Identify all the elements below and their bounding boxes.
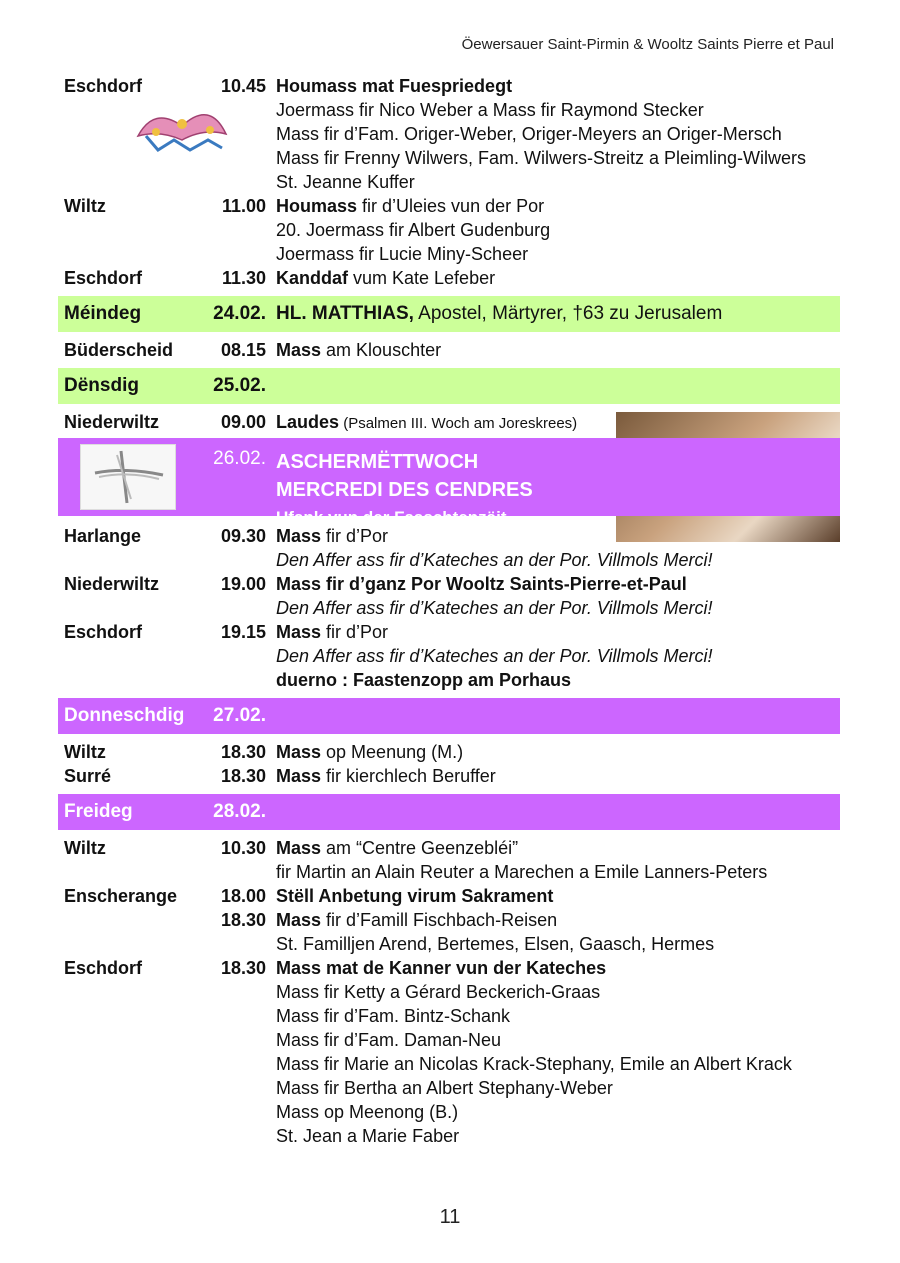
entry-place: Eschdorf	[64, 958, 143, 978]
schedule-entry	[58, 572, 840, 620]
entry-line: Mass fir Ketty a Gérard Beckerich-Graas	[276, 982, 601, 1002]
entry-time: 08.15	[220, 340, 266, 360]
schedule-entry	[58, 884, 840, 908]
entry-text: Laudes (Psalmen III. Woch am Joreskrees)	[276, 412, 578, 432]
entry-time: 11.00	[221, 196, 266, 216]
ash-subtitle: Ufank vun der Faaschtenzäit	[276, 508, 507, 527]
entry-line: Houmass fir d’Uleies vun der Por	[276, 196, 545, 216]
entry-line: Mass op Meenung (M.)	[276, 742, 464, 762]
entry-place	[58, 908, 198, 956]
entry-text	[276, 572, 840, 620]
entry-text	[276, 740, 840, 764]
day-header-freideg	[58, 794, 840, 830]
entry-line: Mass fir d’Famill Fischbach-Reisen	[276, 910, 558, 930]
entry-text	[276, 620, 840, 692]
entry-place: Wiltz	[64, 742, 106, 762]
schedule-entry	[58, 956, 840, 1148]
entry-time: 09.30	[220, 526, 266, 546]
ash-title-fr: MERCREDI DES CENDRES	[276, 479, 533, 501]
schedule-entry	[58, 836, 840, 884]
schedule	[58, 74, 840, 1148]
entry-line: Mass fir Marie an Nicolas Krack-Stephany, Emile an Albert Krack	[276, 1054, 792, 1074]
entry-time: 18.30	[220, 958, 266, 978]
entry-text: Mass am Klouschter	[276, 340, 442, 360]
day-date: 24.02.	[213, 303, 266, 324]
entry-text	[276, 764, 840, 788]
day-header-densdig	[58, 368, 840, 404]
entry-buederscheid	[58, 338, 840, 362]
entry-line: St. Familljen Arend, Bertemes, Elsen, Gaasch, Hermes	[276, 934, 715, 954]
day-date: 26.02.	[213, 448, 266, 469]
day-header-meindeg	[58, 296, 840, 332]
entry-line: Mass fir Frenny Wilwers, Fam. Wilwers-Streitz a Pleimling-Wilwers	[276, 148, 807, 168]
day-name: Dënsdig	[64, 375, 139, 396]
entry-line: Houmass mat Fuespriedegt	[276, 76, 513, 96]
schedule-entry	[58, 740, 840, 764]
schedule-entry	[58, 194, 840, 266]
day-feast	[276, 296, 840, 332]
page-header: Öewersauer Saint-Pirmin & Wooltz Saints Pierre et Paul	[461, 36, 834, 53]
entry-text	[276, 884, 840, 908]
day-name: Donneschdig	[64, 705, 185, 726]
entry-line: Mass fir d’Fam. Origer-Weber, Origer-Meyers an Origer-Mersch	[276, 124, 782, 144]
schedule-entry	[58, 764, 840, 788]
entry-line: 20. Joermass fir Albert Gudenburg	[276, 220, 551, 240]
entry-time: 19.00	[220, 574, 266, 594]
entry-line: Mass mat de Kanner vun der Kateches	[276, 958, 607, 978]
page-number: 11	[439, 1206, 461, 1228]
entry-line: Stëll Anbetung virum Sakrament	[276, 886, 554, 906]
schedule-block-thursday	[58, 740, 840, 788]
entry-text	[276, 908, 840, 956]
schedule-entry	[58, 74, 840, 194]
entry-time: 18.00	[220, 886, 266, 906]
day-date: 27.02.	[213, 705, 266, 726]
feast-detail: Apostel, Märtyrer, †63 zu Jerusalem	[413, 303, 723, 324]
feast-title: HL. MATTHIAS,	[276, 303, 414, 324]
entry-place: Niederwiltz	[64, 574, 160, 594]
entry-text	[276, 74, 840, 194]
entry-time: 10.30	[220, 838, 266, 858]
entry-line: Mass fir kierchlech Beruffer	[276, 766, 496, 786]
day-header-donneschdig	[58, 698, 840, 734]
entry-place: Eschdorf	[64, 622, 143, 642]
day-name: Méindeg	[64, 303, 142, 324]
entry-line: Den Affer ass fir d’Kateches an der Por. Villmols Merci!	[276, 550, 713, 570]
entry-line: Mass fir d’Por	[276, 526, 389, 546]
ash-cross-icon	[80, 444, 176, 510]
entry-place: Eschdorf	[64, 268, 143, 288]
entry-time: 10.45	[220, 76, 266, 96]
entry-time: 18.30	[220, 910, 266, 930]
entry-line: Kanddaf vum Kate Lefeber	[276, 268, 496, 288]
entry-line: Mass op Meenong (B.)	[276, 1102, 459, 1122]
day-date: 28.02.	[213, 801, 266, 822]
entry-place: Eschdorf	[64, 76, 143, 96]
entry-line: Mass fir Bertha an Albert Stephany-Weber	[276, 1078, 613, 1098]
entry-line: duerno : Faastenzopp am Porhaus	[276, 670, 572, 690]
entry-place: Surré	[64, 766, 112, 786]
entry-time: 18.30	[220, 766, 266, 786]
entry-line: Mass fir d’Fam. Bintz-Schank	[276, 1006, 511, 1026]
entry-place: Enscherange	[64, 886, 178, 906]
entry-place: Niederwiltz	[64, 412, 160, 432]
entry-line: St. Jean a Marie Faber	[276, 1126, 460, 1146]
entry-line: Joermass fir Nico Weber a Mass fir Raymond Stecker	[276, 100, 704, 120]
entry-niederwiltz-laudes	[58, 410, 840, 436]
entry-text	[276, 266, 840, 290]
entry-line: Joermass fir Lucie Miny-Scheer	[276, 244, 529, 264]
entry-time: 18.30	[220, 742, 266, 762]
day-date: 25.02.	[213, 375, 266, 396]
entry-line: Mass fir d’ganz Por Wooltz Saints-Pierre-et-Paul	[276, 574, 687, 594]
schedule-block-sunday	[58, 74, 840, 290]
entry-text	[276, 194, 840, 266]
entry-text	[276, 956, 840, 1148]
schedule-entry	[58, 620, 840, 692]
entry-line: Mass fir d’Por	[276, 622, 389, 642]
entry-place: Harlange	[64, 526, 142, 546]
entry-time: 11.30	[221, 268, 266, 288]
day-name: Freideg	[64, 801, 133, 822]
entry-line: Mass am “Centre Geenzebléi”	[276, 838, 519, 858]
entry-line: St. Jeanne Kuffer	[276, 172, 415, 192]
entry-time: 19.15	[220, 622, 266, 642]
schedule-entry	[58, 908, 840, 956]
entry-line: Den Affer ass fir d’Kateches an der Por. Villmols Merci!	[276, 646, 713, 666]
day-header-ash-wednesday	[58, 438, 840, 527]
schedule-block-friday	[58, 836, 840, 1148]
schedule-block-ash-wednesday	[58, 524, 840, 692]
entry-place: Wiltz	[64, 196, 106, 216]
entry-line: Den Affer ass fir d’Kateches an der Por. Villmols Merci!	[276, 598, 713, 618]
entry-line: Mass fir d’Fam. Daman-Neu	[276, 1030, 502, 1050]
entry-place: Wiltz	[64, 838, 106, 858]
entry-time: 09.00	[220, 412, 266, 432]
schedule-entry	[58, 266, 840, 290]
ash-title-lu: ASCHERMËTTWOCH	[276, 451, 479, 473]
entry-text	[276, 836, 840, 884]
entry-line: fir Martin an Alain Reuter a Marechen a Emile Lanners-Peters	[276, 862, 768, 882]
entry-place: Büderscheid	[64, 340, 174, 360]
